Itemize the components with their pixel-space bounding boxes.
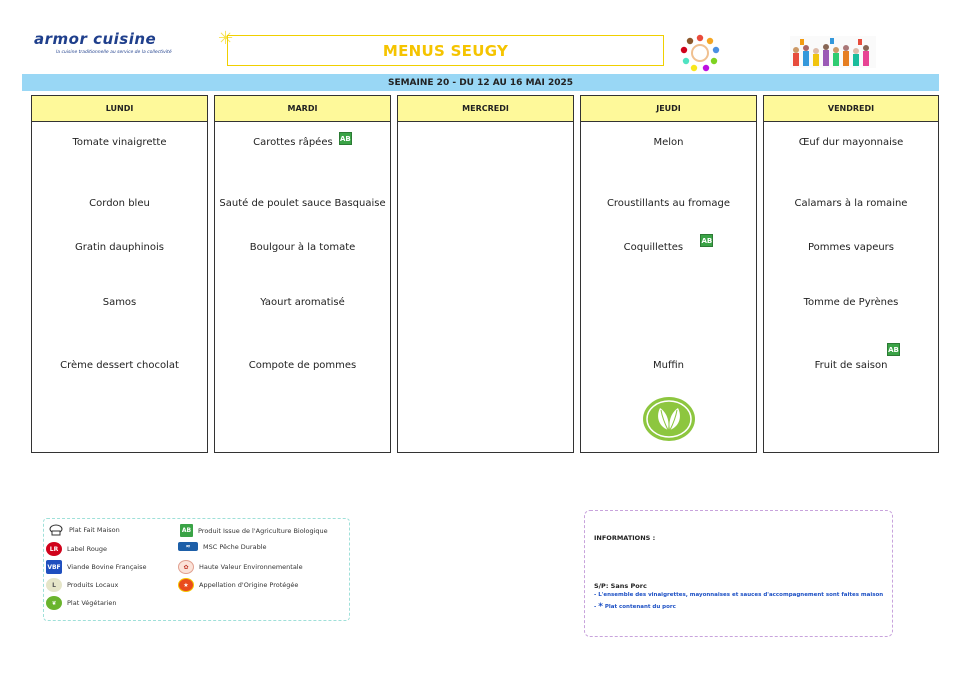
- children-circle-image: [677, 33, 723, 73]
- label-rouge-icon: LR: [46, 542, 62, 556]
- legend-item: VBF Viande Bovine Française: [46, 560, 146, 574]
- legend-item: ❦ Plat Végétarien: [46, 596, 117, 610]
- crowd-image: [790, 36, 876, 68]
- dish-side: [581, 236, 756, 253]
- dish-side: Gratin dauphinois: [75, 242, 164, 253]
- day-column-lundi: [31, 95, 208, 453]
- legend-item: ★ Appellation d'Origine Protégée: [178, 578, 298, 592]
- day-column-vendredi: [763, 95, 939, 453]
- dish-main: Croustillants au fromage: [606, 198, 731, 209]
- week-label: SEMAINE 20 - DU 12 AU 16 MAI 2025: [387, 77, 574, 88]
- week-banner: [22, 74, 939, 91]
- info-sans-porc: S/P: Sans Porc: [594, 582, 647, 590]
- day-header: MARDI: [215, 96, 390, 122]
- organic-ab-icon: AB: [180, 524, 193, 537]
- info-title: INFORMATIONS :: [594, 534, 656, 542]
- legend-item: Plat Fait Maison: [48, 524, 120, 536]
- dish-main: Cordon bleu: [89, 198, 150, 209]
- dish-cheese: Samos: [102, 297, 137, 308]
- msc-fish-icon: ≈: [178, 542, 198, 551]
- legend-item: LR Label Rouge: [46, 542, 107, 556]
- organic-ab-icon: AB: [339, 132, 352, 145]
- aop-icon: ★: [178, 578, 194, 592]
- dish-starter: Melon: [653, 137, 684, 148]
- dish-cheese: Tomme de Pyrènes: [803, 297, 899, 308]
- dish-main: Calamars à la romaine: [794, 198, 908, 209]
- day-header: VENDREDI: [764, 96, 938, 122]
- organic-badge-row: [764, 343, 938, 356]
- dish-dessert: Compote de pommes: [248, 360, 357, 371]
- menu-title: MENUS SEUGY: [382, 41, 509, 60]
- legend-item: AB Produit Issue de l'Agriculture Biologique: [180, 524, 328, 537]
- dish-main: Sauté de poulet sauce Basquaise: [219, 198, 386, 209]
- day-column-mardi: [214, 95, 391, 453]
- info-note-homemade: - L'ensemble des vinaigrettes, mayonnaises et sauces d'accompagnement sont faites maison: [594, 592, 884, 598]
- organic-ab-icon: AB: [887, 343, 900, 356]
- brand-tagline: la cuisine traditionnelle au service de la collectivité: [56, 50, 172, 55]
- dish-side: Pommes vapeurs: [807, 242, 895, 253]
- organic-ab-icon: AB: [700, 234, 713, 247]
- dish-starter: Tomate vinaigrette: [72, 137, 167, 148]
- brand-name: armor cuisine: [34, 30, 157, 48]
- info-note-pork: - * Plat contenant du porc: [594, 602, 676, 612]
- french-beef-icon: VBF: [46, 560, 62, 574]
- brand-logo: [34, 30, 214, 60]
- day-column-mercredi: [397, 95, 574, 453]
- day-header: MERCREDI: [398, 96, 573, 122]
- menu-title-box: [227, 35, 664, 66]
- dish-dessert: Muffin: [653, 360, 684, 371]
- day-header: JEUDI: [581, 96, 756, 122]
- legend-box: [43, 518, 350, 621]
- sparkle-icon: ✳: [218, 28, 234, 49]
- dish-dairy: Yaourt aromatisé: [260, 297, 345, 308]
- dish-side: Boulgour à la tomate: [249, 242, 356, 253]
- hve-icon: ✿: [178, 560, 194, 574]
- vegetarian-leaf-icon: [642, 396, 696, 442]
- day-header: LUNDI: [32, 96, 207, 122]
- dish-dessert: Crème dessert chocolat: [60, 360, 179, 371]
- vegetarian-icon: ❦: [46, 596, 62, 610]
- legend-item: ≈ MSC Pêche Durable: [178, 542, 267, 551]
- dish-side-label: Coquillettes: [623, 242, 684, 253]
- information-box: [584, 510, 893, 637]
- legend-item: ✿ Haute Valeur Environnementale: [178, 560, 303, 574]
- day-column-jeudi: [580, 95, 757, 453]
- dish-starter-label: Carottes râpées: [253, 137, 333, 148]
- dish-starter: [215, 134, 390, 148]
- dish-dessert: Fruit de saison: [814, 360, 888, 371]
- pork-star: *: [598, 602, 603, 612]
- legend-item: L Produits Locaux: [46, 578, 118, 592]
- dish-starter: Œuf dur mayonnaise: [798, 137, 904, 148]
- local-products-icon: L: [46, 578, 62, 592]
- chef-hat-icon: [48, 524, 64, 536]
